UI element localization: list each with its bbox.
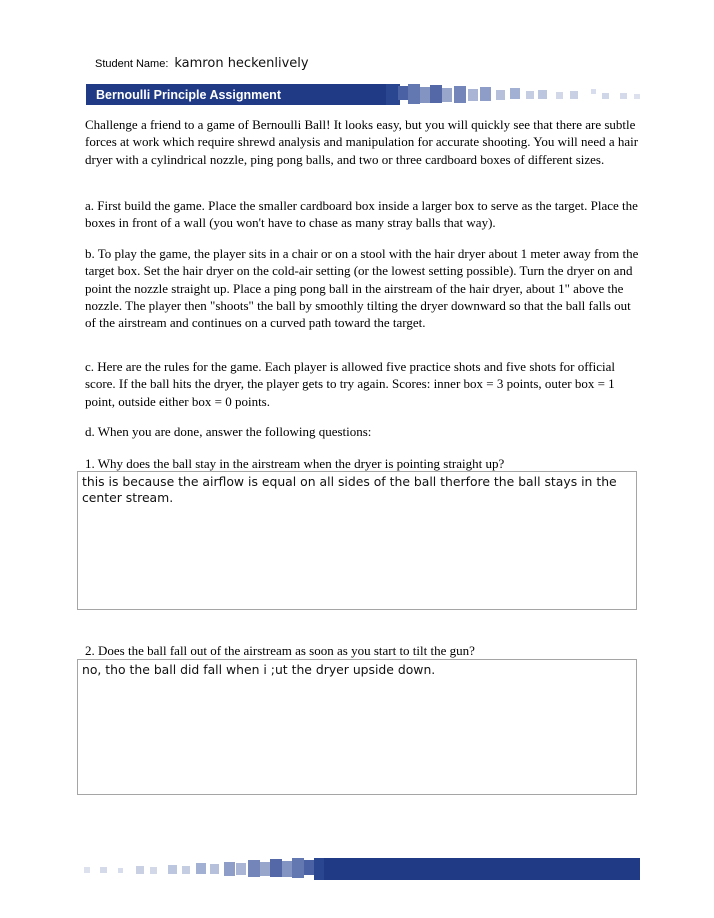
- decor-square: [602, 93, 609, 99]
- page-title: Bernoulli Principle Assignment: [96, 88, 281, 102]
- student-name-label: Student Name:: [95, 58, 169, 70]
- decor-square: [210, 864, 219, 874]
- decor-square: [150, 867, 157, 874]
- decor-square: [510, 88, 520, 99]
- decor-square: [136, 866, 144, 874]
- decor-square: [100, 867, 107, 873]
- decor-square: [292, 858, 304, 878]
- step-b-paragraph: b. To play the game, the player sits in a chair or on a stool with the hair dryer about 1 meter away from the target box. Set the hair dryer on the cold-air setting (or the lowest setting possible). Turn the dryer on and point the nozzle straight up. Place a ping pong ball in the airstream of the hair dryer, about 1" above the nozzle. The player then "shoots" the ball by smoothly tilting the dryer downward so that the ball falls out of the airstream and continues on a curved path toward the target.: [85, 246, 639, 331]
- decor-square: [304, 860, 314, 875]
- decor-square: [420, 87, 430, 103]
- decor-square: [570, 91, 578, 99]
- decor-square: [620, 93, 627, 99]
- decor-square: [248, 860, 260, 877]
- decor-square: [182, 866, 190, 874]
- decor-square: [236, 863, 246, 875]
- decor-square: [480, 87, 491, 101]
- decor-square: [634, 94, 640, 99]
- intro-paragraph: Challenge a friend to a game of Bernoulli Ball! It looks easy, but you will quickly see that there are subtle forces at work which require shrewd analysis and manipulation for accurate shooting. You will need a hair dryer with a cylindrical nozzle, ping pong balls, and two or three cardboard boxes of different sizes.: [85, 117, 639, 167]
- question-2-answer-field[interactable]: no, tho the ball did fall when i ;ut the dryer upside down.: [77, 659, 637, 795]
- step-a-paragraph: a. First build the game. Place the smaller cardboard box inside a larger box to serve as the target. Place the boxes in front of a wall (you won't have to chase as many stray balls that way).: [85, 198, 638, 231]
- decor-square: [454, 86, 466, 103]
- decor-square: [430, 85, 442, 103]
- decor-square: [224, 862, 235, 876]
- question-1-answer-field[interactable]: this is because the airflow is equal on all sides of the ball therfore the ball stays in the center stream.: [77, 471, 637, 610]
- step-d-paragraph: d. When you are done, answer the following questions:: [85, 424, 372, 439]
- decor-square: [118, 868, 123, 873]
- decor-square: [196, 863, 206, 874]
- decor-square: [282, 861, 292, 877]
- decor-square: [538, 90, 547, 99]
- decor-square: [468, 89, 478, 101]
- decor-square: [168, 865, 177, 874]
- decor-square: [496, 90, 505, 100]
- decor-square: [408, 84, 420, 104]
- decor-square: [526, 91, 534, 99]
- step-c-paragraph: c. Here are the rules for the game. Each player is allowed five practice shots and five shots for official score. If the ball hits the dryer, the player gets to try again. Scores: inner box = 3 points, outer box = 1 point, outside either box = 0 points.: [85, 359, 616, 409]
- decor-square: [556, 92, 563, 99]
- decor-square: [260, 862, 270, 876]
- footer-banner: [84, 856, 640, 882]
- question-2-prompt: 2. Does the ball fall out of the airstream as soon as you start to tilt the gun?: [85, 643, 475, 658]
- decor-square: [591, 89, 596, 94]
- student-name-row: [95, 56, 309, 74]
- footer-bar: [324, 858, 640, 880]
- header-bar: [86, 84, 386, 105]
- decor-square: [270, 859, 282, 877]
- decor-square: [84, 867, 90, 873]
- decor-square: [442, 88, 452, 102]
- header-banner: [86, 83, 640, 106]
- student-name-value[interactable]: kamron heckenlively: [174, 56, 309, 71]
- decor-square: [398, 86, 408, 100]
- question-1-prompt: 1. Why does the ball stay in the airstream when the dryer is pointing straight up?: [85, 456, 505, 471]
